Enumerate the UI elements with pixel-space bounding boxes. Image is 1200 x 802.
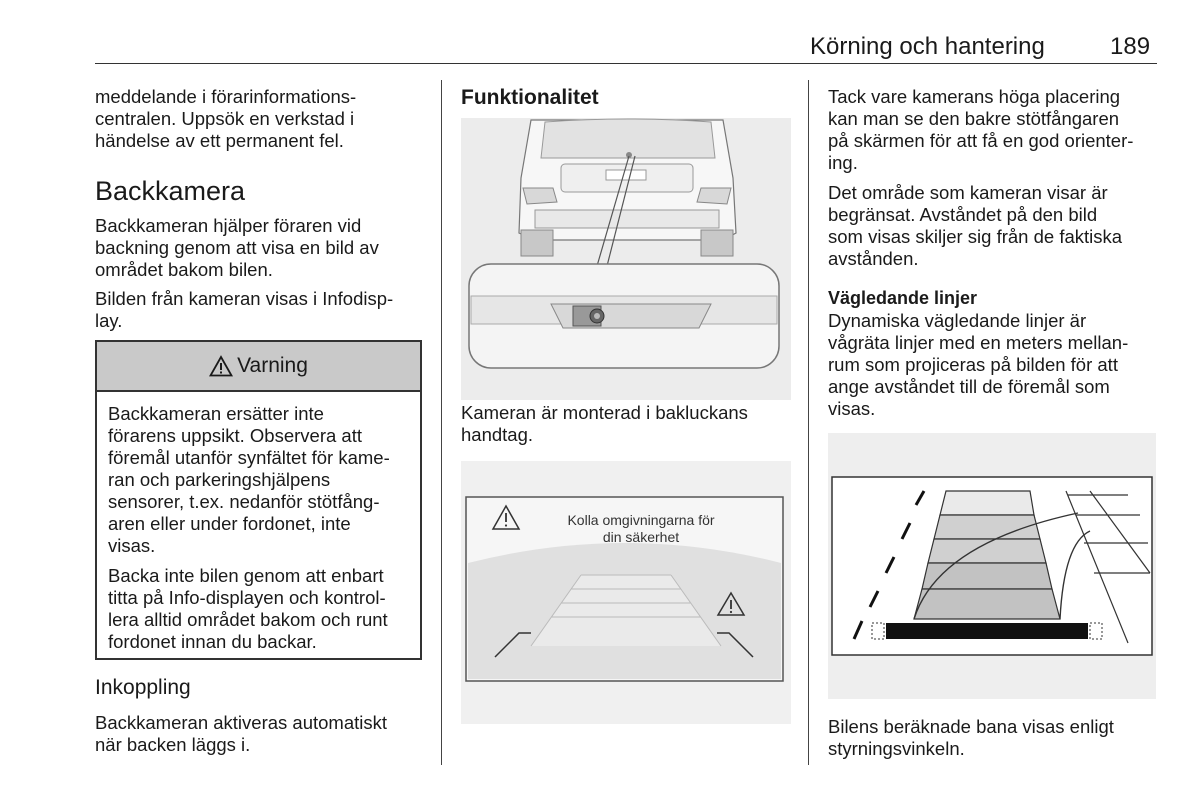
caption-camera-location: Kameran är monterad i bakluckans handtag. [461, 402, 748, 445]
intro-paragraph: meddelande i förarinformations- centralen. Uppsök en verkstad i händelse av ett permanent fel. [95, 86, 357, 151]
paragraph-camera-placement: Tack vare kamerans höga placering kan man se den bakre stötfångaren på skärmen för att få en god orienter- ing. [828, 86, 1134, 173]
column-divider-left [441, 80, 442, 765]
paragraph-activation: Backkameran aktiveras automatiskt när backen läggs i. [95, 712, 388, 755]
warning-paragraph-1: Backkameran ersätter inte förarens uppsikt. Observera att föremål utanför synfältet för kame- ran och parkeringshjälpens sensorer, t.ex. nedanför stötfång- aren eller under fordonet, inte visas. [108, 403, 390, 556]
page-number: 189 [1110, 33, 1151, 60]
paragraph-infodisplay: Bilden från kameran visas i Infodisp- lay. [95, 288, 394, 331]
guide-lines-illustration [828, 433, 1156, 699]
warning-triangle-icon [209, 355, 233, 377]
warning-header [97, 342, 420, 392]
paragraph-backkamera-purpose: Backkameran hjälper föraren vid backning genom att visa en bild av området bakom bilen. [95, 215, 379, 280]
warning-paragraph-2: Backa inte bilen genom att enbart titta på Info-displayen och kontrol- lera alltid området bakom och runt fordonet innan du backar. [108, 565, 388, 652]
subheading-inkoppling: Inkoppling [95, 676, 191, 699]
subheading-guide-lines: Vägledande linjer [828, 288, 978, 308]
column-divider-right [808, 80, 809, 765]
warning-box [95, 340, 422, 660]
running-header-title: Körning och hantering [810, 33, 1045, 60]
warning-title: Varning [237, 354, 308, 377]
paragraph-guide-lines: Dynamiska vägledande linjer är vågräta linjer med en meters mellan- rum som projiceras på bilden för att ange avståndet till de föremål som visas. [828, 310, 1129, 419]
caption-trajectory: Bilens beräknade bana visas enligt styrningsvinkeln. [828, 716, 1114, 759]
paragraph-limited-area: Det område som kameran visar är begränsat. Avståndet på den bild som visas skiljer sig från de faktiska avstånden. [828, 182, 1123, 269]
screen-message: Kolla omgivningarna för din säkerhet [567, 512, 715, 545]
display-screen-illustration [461, 461, 791, 724]
camera-location-illustration [461, 118, 791, 400]
section-heading-funktionalitet: Funktionalitet [461, 86, 599, 109]
header-rule [95, 63, 1157, 64]
section-heading-backkamera: Backkamera [95, 176, 246, 206]
